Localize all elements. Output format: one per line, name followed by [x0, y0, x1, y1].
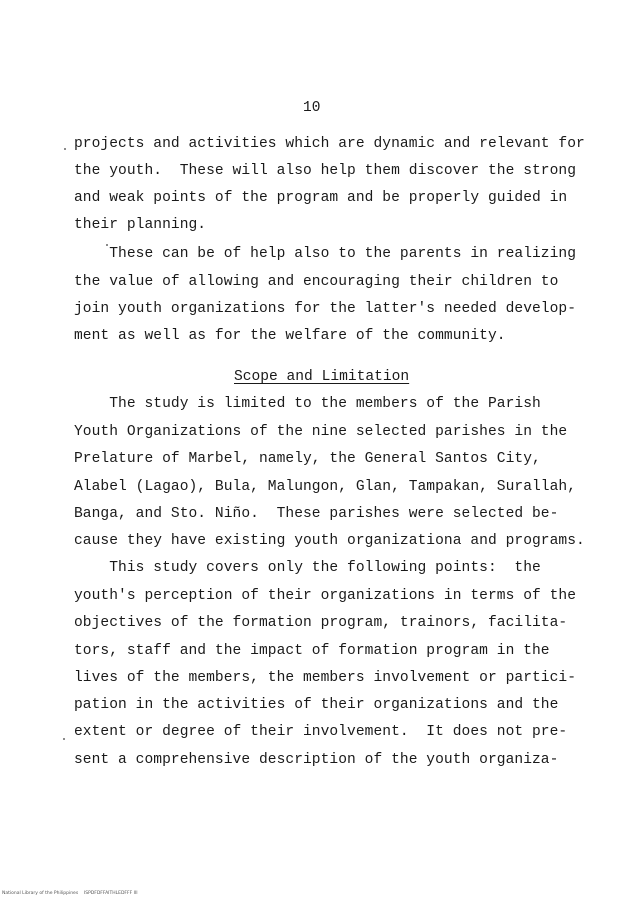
text-line: projects and activities which are dynamic and relevant for [74, 136, 585, 152]
page-number: 10 [303, 100, 321, 116]
text-line: pation in the activities of their organizations and the [74, 697, 559, 713]
text-line: Prelature of Marbel, namely, the General Santos City, [74, 451, 541, 467]
section-heading: Scope and Limitation [234, 369, 410, 385]
text-line: These can be of help also to the parents in realizing [74, 246, 577, 262]
scan-speck [63, 738, 65, 740]
scan-speck [106, 244, 108, 246]
text-line: ment as well as for the welfare of the community. [74, 328, 506, 344]
text-line: This study covers only the following points: the [74, 560, 541, 576]
text-line: objectives of the formation program, trainors, facilita- [74, 615, 568, 631]
text-line: Banga, and Sto. Niño. These parishes were selected be- [74, 506, 559, 522]
text-line: the value of allowing and encouraging their children to [74, 274, 559, 290]
text-line: youth's perception of their organizations in terms of the [74, 588, 577, 604]
text-line: join youth organizations for the latter's needed develop- [74, 301, 577, 317]
scan-speck [64, 148, 66, 150]
text-line: tors, staff and the impact of formation program in the [74, 643, 550, 659]
text-line: and weak points of the program and be properly guided in [74, 190, 568, 206]
text-line: lives of the members, the members involvement or partici- [74, 670, 577, 686]
text-line: cause they have existing youth organizationa and programs. [74, 533, 585, 549]
text-line: the youth. These will also help them discover the strong [74, 163, 577, 179]
text-line: The study is limited to the members of the Parish [74, 396, 541, 412]
text-line: extent or degree of their involvement. It does not pre- [74, 724, 568, 740]
text-line: Alabel (Lagao), Bula, Malungon, Glan, Tampakan, Surallah, [74, 479, 577, 495]
text-line: sent a comprehensive description of the youth organiza- [74, 752, 559, 768]
footer-stamp: National Library of the Philippines ISPDFDFFAITHLEDFFF III [2, 891, 138, 896]
text-line: Youth Organizations of the nine selected parishes in the [74, 424, 568, 440]
text-line: their planning. [74, 217, 207, 233]
